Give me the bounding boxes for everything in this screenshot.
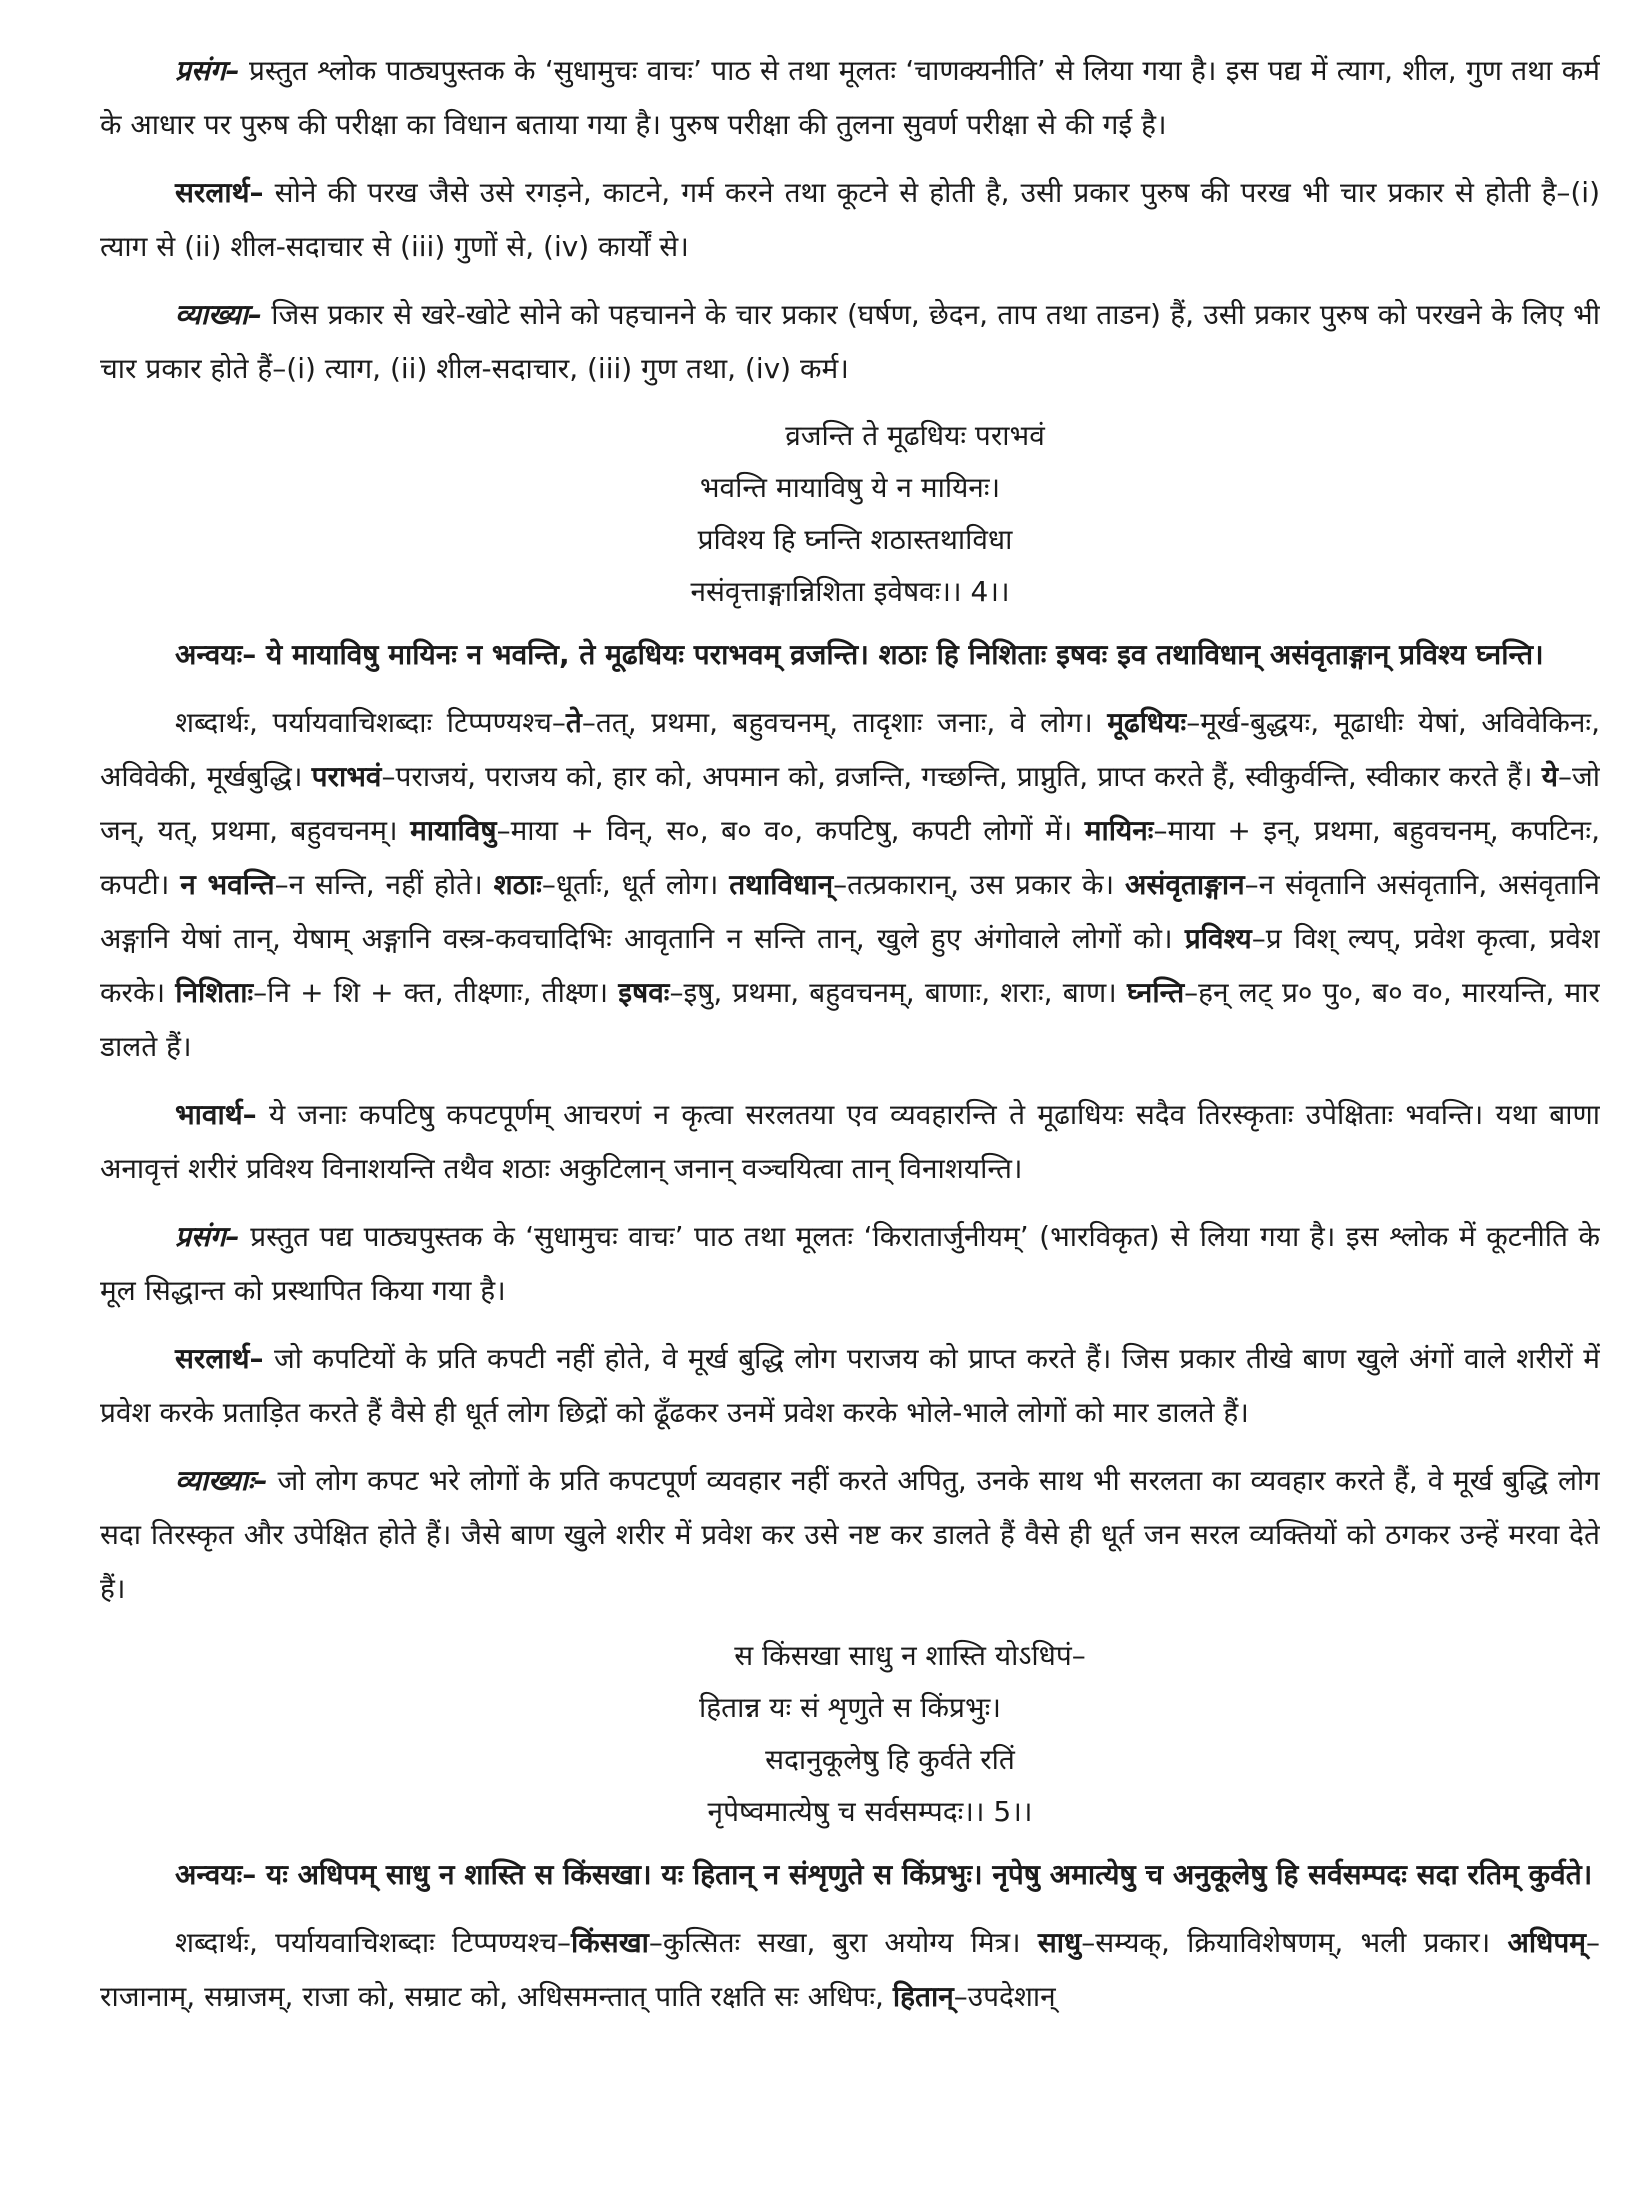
glossary-headword: पराभवं xyxy=(311,760,382,793)
glossary-headword: घ्नन्ति xyxy=(1126,976,1185,1009)
glossary-meaning: –हन् लट् प्र० पु०, ब० व०, मारयन्ति, मार डालते हैं। xyxy=(100,976,1600,1063)
verse-line: नृपेष्वमात्येषु च सर्वसम्पदः।। 5।। xyxy=(707,1795,1033,1828)
vyakhya-paragraph-2 xyxy=(100,1454,1600,1616)
document-page xyxy=(100,44,1600,2194)
anvaya-paragraph-1 xyxy=(100,628,1600,682)
glossary-meaning: –धूर्ताः, धूर्त लोग। xyxy=(541,868,730,901)
verse-line: स किंसखा साधु न शास्ति योऽधिपं– xyxy=(734,1639,1086,1672)
paragraph-text: ये जनाः कपटिषु कपटपूर्णम् आचरणं न कृत्वा सरलतया एव व्यवहारन्ति ते मूढाधियः सदैव तिरस्कृताः उपेक्षिताः भवन्ति। यथा बाणा अनावृत्तं शरीरं प्रविश्य विनाशयन्ति तथैव शठाः अकुटिलान् जनान् वञ्चयित्वा तान् विनाशयन्ति। xyxy=(100,1098,1600,1185)
glossary-headword: असंवृताङ्गान xyxy=(1125,868,1245,901)
glossary-meaning: –तत्प्रकारान्, उस प्रकार के। xyxy=(833,868,1126,901)
shloka-5 xyxy=(100,1630,1600,1838)
section-label: सरलार्थ– xyxy=(175,176,264,209)
shloka-4 xyxy=(100,410,1600,618)
glossary-meaning: –न सन्ति, नहीं होते। xyxy=(274,868,494,901)
glossary-meaning: –माया + विन्, स०, ब० व०, कपटिषु, कपटी लोगों में। xyxy=(496,814,1085,847)
prasang-paragraph-2 xyxy=(100,1210,1600,1318)
verse-line: सदानुकूलेषु हि कुर्वते रतिं xyxy=(765,1743,1015,1776)
glossary-headword: ते xyxy=(565,706,582,739)
section-label: भावार्थ– xyxy=(175,1098,257,1131)
verse-line: हितान्न यः सं शृणुते स किंप्रभुः। xyxy=(699,1691,1001,1724)
section-label: प्रसंग– xyxy=(175,1220,240,1253)
glossary-meaning: –मूर्ख-बुद्धयः, मूढाधीः येषां, अविवेकिनः, अविवेकी, मूर्खबुद्धि। xyxy=(100,706,1600,793)
anvaya-paragraph-2 xyxy=(100,1848,1600,1902)
saralarth-paragraph-1 xyxy=(100,166,1600,274)
glossary-headword: निशिताः xyxy=(175,976,254,1009)
glossary-meaning: –जो जन्, यत्, प्रथमा, बहुवचनम्। xyxy=(100,760,1600,847)
saralarth-paragraph-2 xyxy=(100,1332,1600,1440)
glossary-headword: किंसखा xyxy=(571,1926,649,1959)
glossary-meaning: –पराजयं, पराजय को, हार को, अपमान को, व्रजन्ति, गच्छन्ति, प्राप्नुति, प्राप्त करते हैं, स्वीकुर्वन्ति, स्वीकार करते हैं। xyxy=(381,760,1542,793)
section-label: अन्वयः– xyxy=(175,1858,257,1891)
shabdarth-paragraph-1 xyxy=(100,696,1600,1074)
glossary-meaning: –उपदेशान् xyxy=(953,1980,1056,2013)
vyakhya-paragraph-1 xyxy=(100,288,1600,396)
section-label: व्याख्याः– xyxy=(175,1464,268,1497)
section-label: सरलार्थ– xyxy=(175,1342,264,1375)
glossary-headword: न भवन्ति xyxy=(180,868,275,901)
paragraph-text: यः अधिपम् साधु न शास्ति स किंसखा। यः हितान् न संशृणुते स किंप्रभुः। नृपेषु अमात्येषु च अनुकूलेषु हि सर्वसम्पदः सदा रतिम् कुर्वते। xyxy=(256,1858,1593,1891)
paragraph-text: जो कपटियों के प्रति कपटी नहीं होते, वे मूर्ख बुद्धि लोग पराजय को प्राप्त करते हैं। जिस प्रकार तीखे बाण खुले अंगों वाले शरीरों में प्रवेश करके प्रताड़ित करते हैं वैसे ही धूर्त लोग छिद्रों को ढूँढकर उनमें प्रवेश करके भोले-भाले लोगों को मार डालते हैं। xyxy=(100,1342,1600,1429)
bhavarth-paragraph xyxy=(100,1088,1600,1196)
verse-line: व्रजन्ति ते मूढधियः पराभवं xyxy=(785,419,1045,452)
glossary-meaning: –माया + इन्, प्रथमा, बहुवचनम्, कपटिनः, कपटी। xyxy=(100,814,1600,901)
section-label: अन्वयः– xyxy=(175,638,257,671)
glossary-headword: अधिपम् xyxy=(1507,1926,1586,1959)
paragraph-text: ये मायाविषु मायिनः न भवन्ति, ते मूढधियः पराभवम् व्रजन्ति। शठाः हि निशिताः इषवः इव तथाविधान् असंवृताङ्गान् प्रविश्य घ्नन्ति। xyxy=(256,638,1544,671)
glossary-headword: मायिनः xyxy=(1084,814,1154,847)
glossary-meaning: –राजानाम्, सम्राजम्, राजा को, सम्राट को, अधिसमन्तात् पाति रक्षति सः अधिपः, xyxy=(100,1926,1600,2013)
glossary-meaning: –सम्यक्, क्रियाविशेषणम्, भली प्रकार। xyxy=(1081,1926,1508,1959)
verse-line: भवन्ति मायाविषु ये न मायिनः। xyxy=(699,471,1001,504)
glossary-entries xyxy=(100,706,1600,1063)
glossary-headword: मूढधियः xyxy=(1107,706,1187,739)
glossary-headword: शठाः xyxy=(493,868,542,901)
shabdarth-paragraph-2 xyxy=(100,1916,1600,2024)
prasang-paragraph-1 xyxy=(100,44,1600,152)
section-label: प्रसंग– xyxy=(175,54,240,87)
glossary-headword: साधु xyxy=(1037,1926,1082,1959)
glossary-meaning: –इषु, प्रथमा, बहुवचनम्, बाणाः, शराः, बाण। xyxy=(669,976,1127,1009)
verse-line: प्रविश्य हि घ्नन्ति शठास्तथाविधा xyxy=(697,523,1013,556)
glossary-headword: ये xyxy=(1541,760,1558,793)
glossary-headword: मायाविषु xyxy=(410,814,497,847)
glossary-intro: शब्दार्थः, पर्यायवाचिशब्दाः टिप्पण्यश्च– xyxy=(175,706,566,739)
glossary-intro: शब्दार्थः, पर्यायवाचिशब्दाः टिप्पण्यश्च– xyxy=(175,1926,572,1959)
glossary-meaning: –प्र विश् ल्यप्, प्रवेश कृत्वा, प्रवेश करके। xyxy=(100,922,1600,1009)
verse-line: नसंवृत्ताङ्गान्निशिता इवेषवः।। 4।। xyxy=(690,575,1010,608)
glossary-meaning: –तत्, प्रथमा, बहुवचनम्, तादृशाः जनाः, वे लोग। xyxy=(581,706,1108,739)
paragraph-text: जो लोग कपट भरे लोगों के प्रति कपटपूर्ण व्यवहार नहीं करते अपितु, उनके साथ भी सरलता का व्यवहार करते हैं, वे मूर्ख बुद्धि लोग सदा तिरस्कृत और उपेक्षित होते हैं। जैसे बाण खुले शरीर में प्रवेश कर उसे नष्ट कर डालते हैं वैसे ही धूर्त जन सरल व्यक्तियों को ठगकर उन्हें मरवा देते हैं। xyxy=(100,1464,1600,1605)
glossary-headword: तथाविधान् xyxy=(729,868,834,901)
glossary-headword: प्रविश्य xyxy=(1184,922,1252,955)
paragraph-text: प्रस्तुत पद्य पाठ्यपुस्तक के ‘सुधामुचः वाचः’ पाठ तथा मूलतः ‘किरातार्जुनीयम्’ (भारविकृत) से लिया गया है। इस श्लोक में कूटनीति के मूल सिद्धान्त को प्रस्थापित किया गया है। xyxy=(100,1220,1600,1307)
glossary-meaning: –कुत्सितः सखा, बुरा अयोग्य मित्र। xyxy=(648,1926,1038,1959)
glossary-headword: इषवः xyxy=(618,976,670,1009)
glossary-meaning: –नि + शि + क्त, तीक्ष्णाः, तीक्ष्ण। xyxy=(253,976,619,1009)
paragraph-text: जिस प्रकार से खरे-खोटे सोने को पहचानने के चार प्रकार (घर्षण, छेदन, ताप तथा ताडन) हैं, उसी प्रकार पुरुष को परखने के लिए भी चार प्रकार होते हैं–(i) त्याग, (ii) शील-सदाचार, (iii) गुण तथा, (iv) कर्म। xyxy=(100,298,1600,385)
glossary-headword: हितान् xyxy=(892,1980,954,2013)
paragraph-text: प्रस्तुत श्लोक पाठ्यपुस्तक के ‘सुधामुचः वाचः’ पाठ से तथा मूलतः ‘चाणक्यनीति’ से लिया गया है। इस पद्य में त्याग, शील, गुण तथा कर्म के आधार पर पुरुष की परीक्षा का विधान बताया गया है। पुरुष परीक्षा की तुलना सुवर्ण परीक्षा से की गई है। xyxy=(100,54,1600,141)
paragraph-text: सोने की परख जैसे उसे रगड़ने, काटने, गर्म करने तथा कूटने से होती है, उसी प्रकार पुरुष की परख भी चार प्रकार से होती है–(i) त्याग से (ii) शील-सदाचार से (iii) गुणों से, (iv) कार्यों से। xyxy=(100,176,1600,263)
section-label: व्याख्या– xyxy=(175,298,262,331)
glossary-meaning: –न संवृतानि असंवृतानि, असंवृतानि अङ्गानि येषां तान्, येषाम् अङ्गानि वस्त्र-कवचादिभिः आवृतानि न सन्ति तान्, खुले हुए अंगोवाले लोगों को। xyxy=(100,868,1600,955)
